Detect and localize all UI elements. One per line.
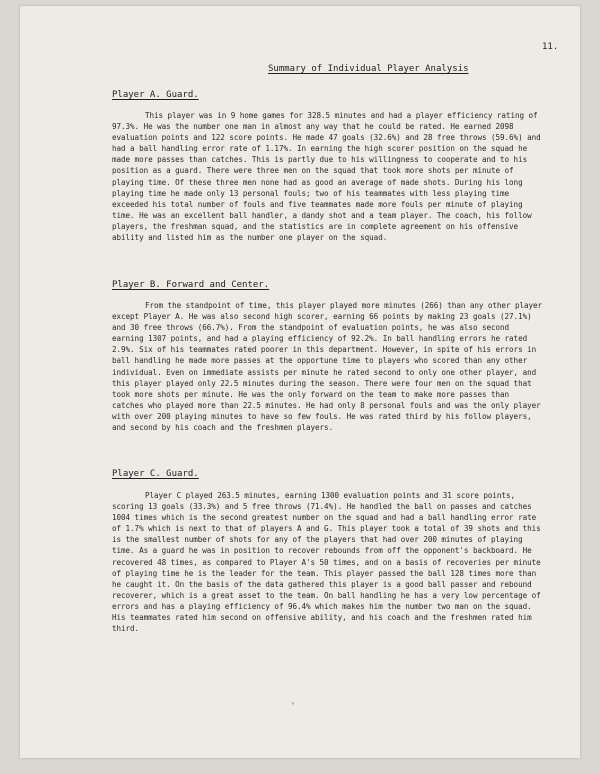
section-text-player-c: Player C played 263.5 minutes, earning 1300 evaluation points and 31 score points, scoring 13 goals (33.3%) and 5 free throws (71.4%). He handled the ball on passes and catches 1004 times which is the second greatest number on the squad and had a ball handling error rate of 1.7% which is next to that of players A and G. This player took a total of 39 shots and this is the smallest number of shots for any of the players that had over 200 minutes of playing time. As a guard he was in position to recover rebounds from off the opponent's backboard. He recovered 48 times, as compared to Player A's 50 times, and on a basis of recoveries per minute of playing time he is the leader for the team. This player passed the ball 128 times more than he caught it. On the basis of the data gathered this player is a good ball passer and rebound recoverer, which is a great asset to the team. On ball handling he has a very low percentage of errors and has a playing efficiency of 96.4% which makes him the number two man on the squad. His teammates rated him second on offensive ability, and his coach and the freshmen rated him third. (112, 491, 541, 634)
page-title: Summary of Individual Player Analysis (268, 64, 469, 74)
section-text-player-a: This player was in 9 home games for 328.5 minutes and had a player efficiency rating of 97.3%. He was the number one man in almost any way that he could be rated. He earned 2098 evaluation points and 122 score points. He made 47 goals (32.6%) and 28 free throws (59.6%) and had a ball handling error rate of 1.17%. In earning the high scorer position on the squad he made more passes than catches. This is partly due to his willingness to cooperate and to his position as a guard. There were three men on the squad that took more shots per minute of playing time. Of these three men none had as good an average of made shots. During his long playing time he made only 13 personal fouls; two of his teammates with less playing time exceeded his total number of fouls and five teammates made more fouls per minute of playing time. He was an excellent ball handler, a dandy shot and a team player. The coach, his follow players, the freshman squad, and the statistics are in complete agreement on his offensive ability and listed him as the number one player on the squad. (112, 111, 541, 243)
section-heading-player-b: Player B. Forward and Center. (112, 280, 270, 290)
section-heading-player-c: Player C. Guard. (112, 469, 199, 479)
paper-speck: ˚ (291, 703, 296, 711)
section-heading-player-a: Player A. Guard. (112, 90, 199, 100)
page-number: 11. (542, 42, 559, 52)
section-text-player-b: From the standpoint of time, this player played more minutes (266) than any other player except Player A. He was also second high scorer, earning 66 points by making 23 goals (27.1%) and 30 free throws (66.7%). From the standpoint of evaluation points, he was also second earning 1307 points, and had a playing efficiency of 92.2%. In ball handling errors he rated 2.9%. Six of his teammates rated poorer in this department. However, in spite of his errors in ball handling he made more passes at the opportune time to players who scored than any other individual. Even on immediate assists per minute he rated second to only one other player, and this player played only 22.5 minutes during the season. There were four men on the squad that took more shots per minute. He was the only forward on the team to make more passes than catches who played more than 22.5 minutes. He had only 8 personal fouls and was the only player with over 200 playing minutes to have so few fouls. He was rated third by his follow players, and second by his coach and the freshmen players. (112, 301, 543, 433)
document-page (20, 6, 580, 758)
